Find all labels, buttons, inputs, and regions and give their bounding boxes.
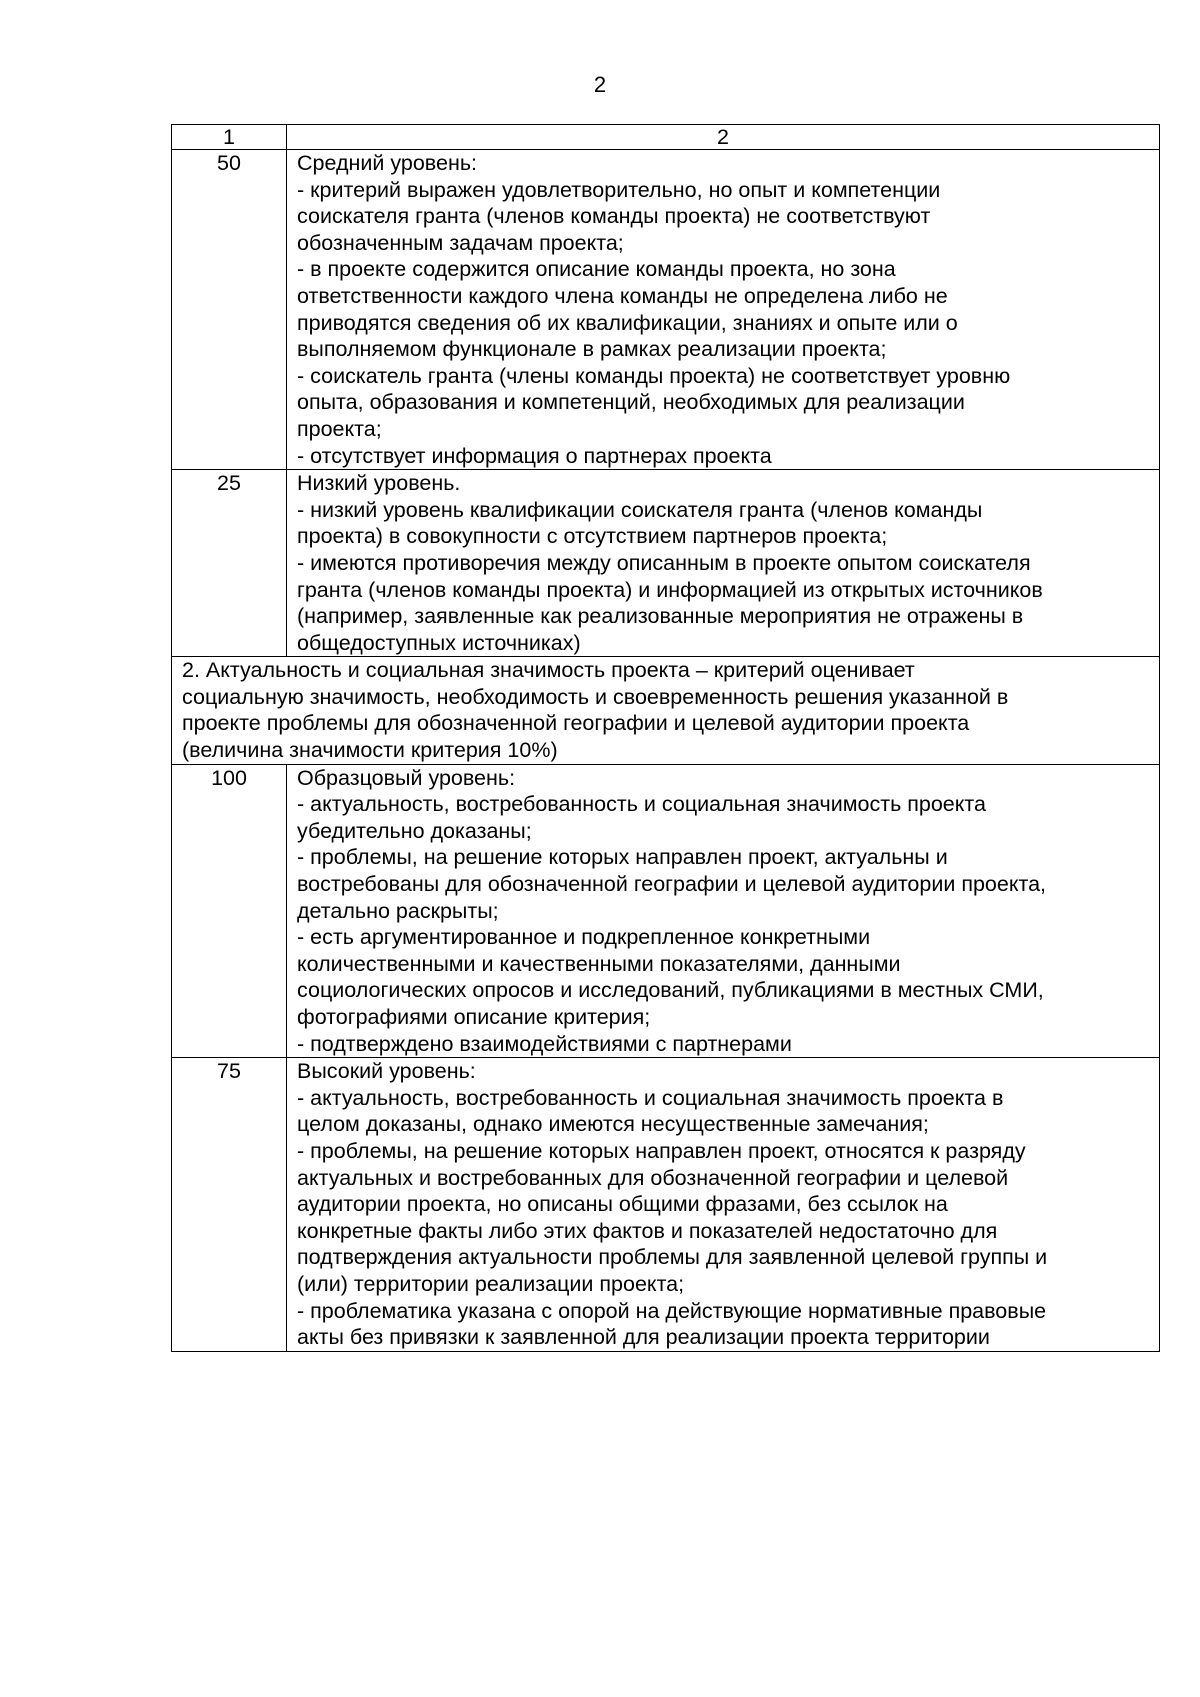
description-line: целом доказаны, однако имеются несущественные замечания; (297, 1112, 929, 1137)
description-line: - подтверждено взаимодействиями с партнерами (297, 1031, 792, 1056)
description-line: соискателя гранта (членов команды проекта) не соответствуют (297, 204, 931, 229)
description-cell (287, 470, 1160, 657)
description-line: - соискатель гранта (члены команды проекта) не соответствует уровню (297, 363, 1011, 388)
description-line: выполняемом функционале в рамках реализации проекта; (297, 337, 887, 362)
description-line: - отсутствует информация о партнерах проекта (297, 443, 772, 468)
section-heading-cell (172, 657, 1160, 764)
description-line: (например, заявленные как реализованные мероприятия не отражены в (297, 604, 1024, 629)
description-line: - низкий уровень квалификации соискателя гранта (членов команды (297, 497, 983, 522)
score-cell: 75 (172, 1058, 287, 1352)
table-row (172, 470, 1160, 657)
description-line: - есть аргументированное и подкрепленное конкретными (297, 925, 871, 950)
description-line: количественными и качественными показателями, данными (297, 951, 901, 976)
description-line: акты без привязки к заявленной для реализации проекта территории (297, 1325, 990, 1350)
description-line: аудитории проекта, но описаны общими фразами, без ссылок на (297, 1192, 948, 1217)
score-cell: 25 (172, 470, 287, 657)
criteria-table (171, 124, 1160, 1352)
description-line: детально раскрыты; (297, 898, 499, 923)
column-header-2: 2 (287, 125, 1160, 150)
criteria-table-body (172, 125, 1160, 1352)
description-line: обозначенным задачам проекта; (297, 230, 624, 255)
description-line: подтверждения актуальности проблемы для заявленной целевой группы и (297, 1245, 1048, 1270)
table-header-row (172, 125, 1160, 150)
description-line: актуальных и востребованных для обозначенной географии и целевой (297, 1165, 1009, 1190)
description-line: опыта, образования и компетенций, необходимых для реализации (297, 390, 965, 415)
description-line: проекта; (297, 416, 382, 441)
description-line: Высокий уровень: (297, 1059, 476, 1084)
score-cell: 100 (172, 764, 287, 1058)
description-line: Средний уровень: (297, 151, 477, 175)
table-row (172, 764, 1160, 1058)
description-line: Низкий уровень. (297, 471, 461, 496)
section-heading-line: (величина значимости критерия 10%) (182, 738, 558, 763)
description-line: (или) территории реализации проекта; (297, 1271, 685, 1296)
description-line: социологических опросов и исследований, публикациями в местных СМИ, (297, 978, 1044, 1003)
section-heading-line: проекте проблемы для обозначенной географии и целевой аудитории проекта (182, 711, 970, 736)
description-line: фотографиями описание критерия; (297, 1005, 651, 1029)
description-cell (287, 1058, 1160, 1352)
description-line: Образцовый уровень: (297, 765, 516, 790)
description-line: - проблемы, на решение которых направлен проект, актуальны и (297, 845, 948, 870)
section-heading-line: социальную значимость, необходимость и своевременность решения указанной в (182, 684, 1009, 709)
section-heading-line: 2. Актуальность и социальная значимость проекта – критерий оценивает (182, 658, 915, 683)
score-cell: 50 (172, 150, 287, 470)
section-heading-row (172, 657, 1160, 764)
description-line: проекта) в совокупности с отсутствием партнеров проекта; (297, 524, 888, 549)
description-line: - в проекте содержится описание команды проекта, но зона (297, 257, 896, 282)
description-line: гранта (членов команды проекта) и информацией из открытых источников (297, 577, 1043, 602)
description-line: - проблемы, на решение которых направлен проект, относятся к разряду (297, 1138, 1026, 1163)
table-row (172, 1058, 1160, 1352)
description-line: востребованы для обозначенной географии и целевой аудитории проекта, (297, 872, 1047, 897)
description-line: - актуальность, востребованность и социальная значимость проекта (297, 792, 986, 817)
description-line: - проблематика указана с опорой на действующие нормативные правовые (297, 1298, 1047, 1323)
description-cell (287, 150, 1160, 470)
description-line: - актуальность, востребованность и социальная значимость проекта в (297, 1085, 1004, 1110)
table-row (172, 150, 1160, 470)
description-line: - имеются противоречия между описанным в проекте опытом соискателя (297, 550, 1031, 575)
description-line: - критерий выражен удовлетворительно, но опыт и компетенции (297, 177, 941, 202)
description-line: общедоступных источниках) (297, 630, 581, 655)
column-header-1: 1 (172, 125, 287, 150)
description-line: приводятся сведения об их квалификации, знаниях и опыте или о (297, 310, 958, 335)
description-cell (287, 764, 1160, 1058)
description-line: конкретные факты либо этих фактов и показателей недостаточно для (297, 1218, 998, 1243)
page-number: 2 (593, 72, 607, 97)
description-line: убедительно доказаны; (297, 818, 532, 843)
description-line: ответственности каждого члена команды не определена либо не (297, 283, 948, 308)
